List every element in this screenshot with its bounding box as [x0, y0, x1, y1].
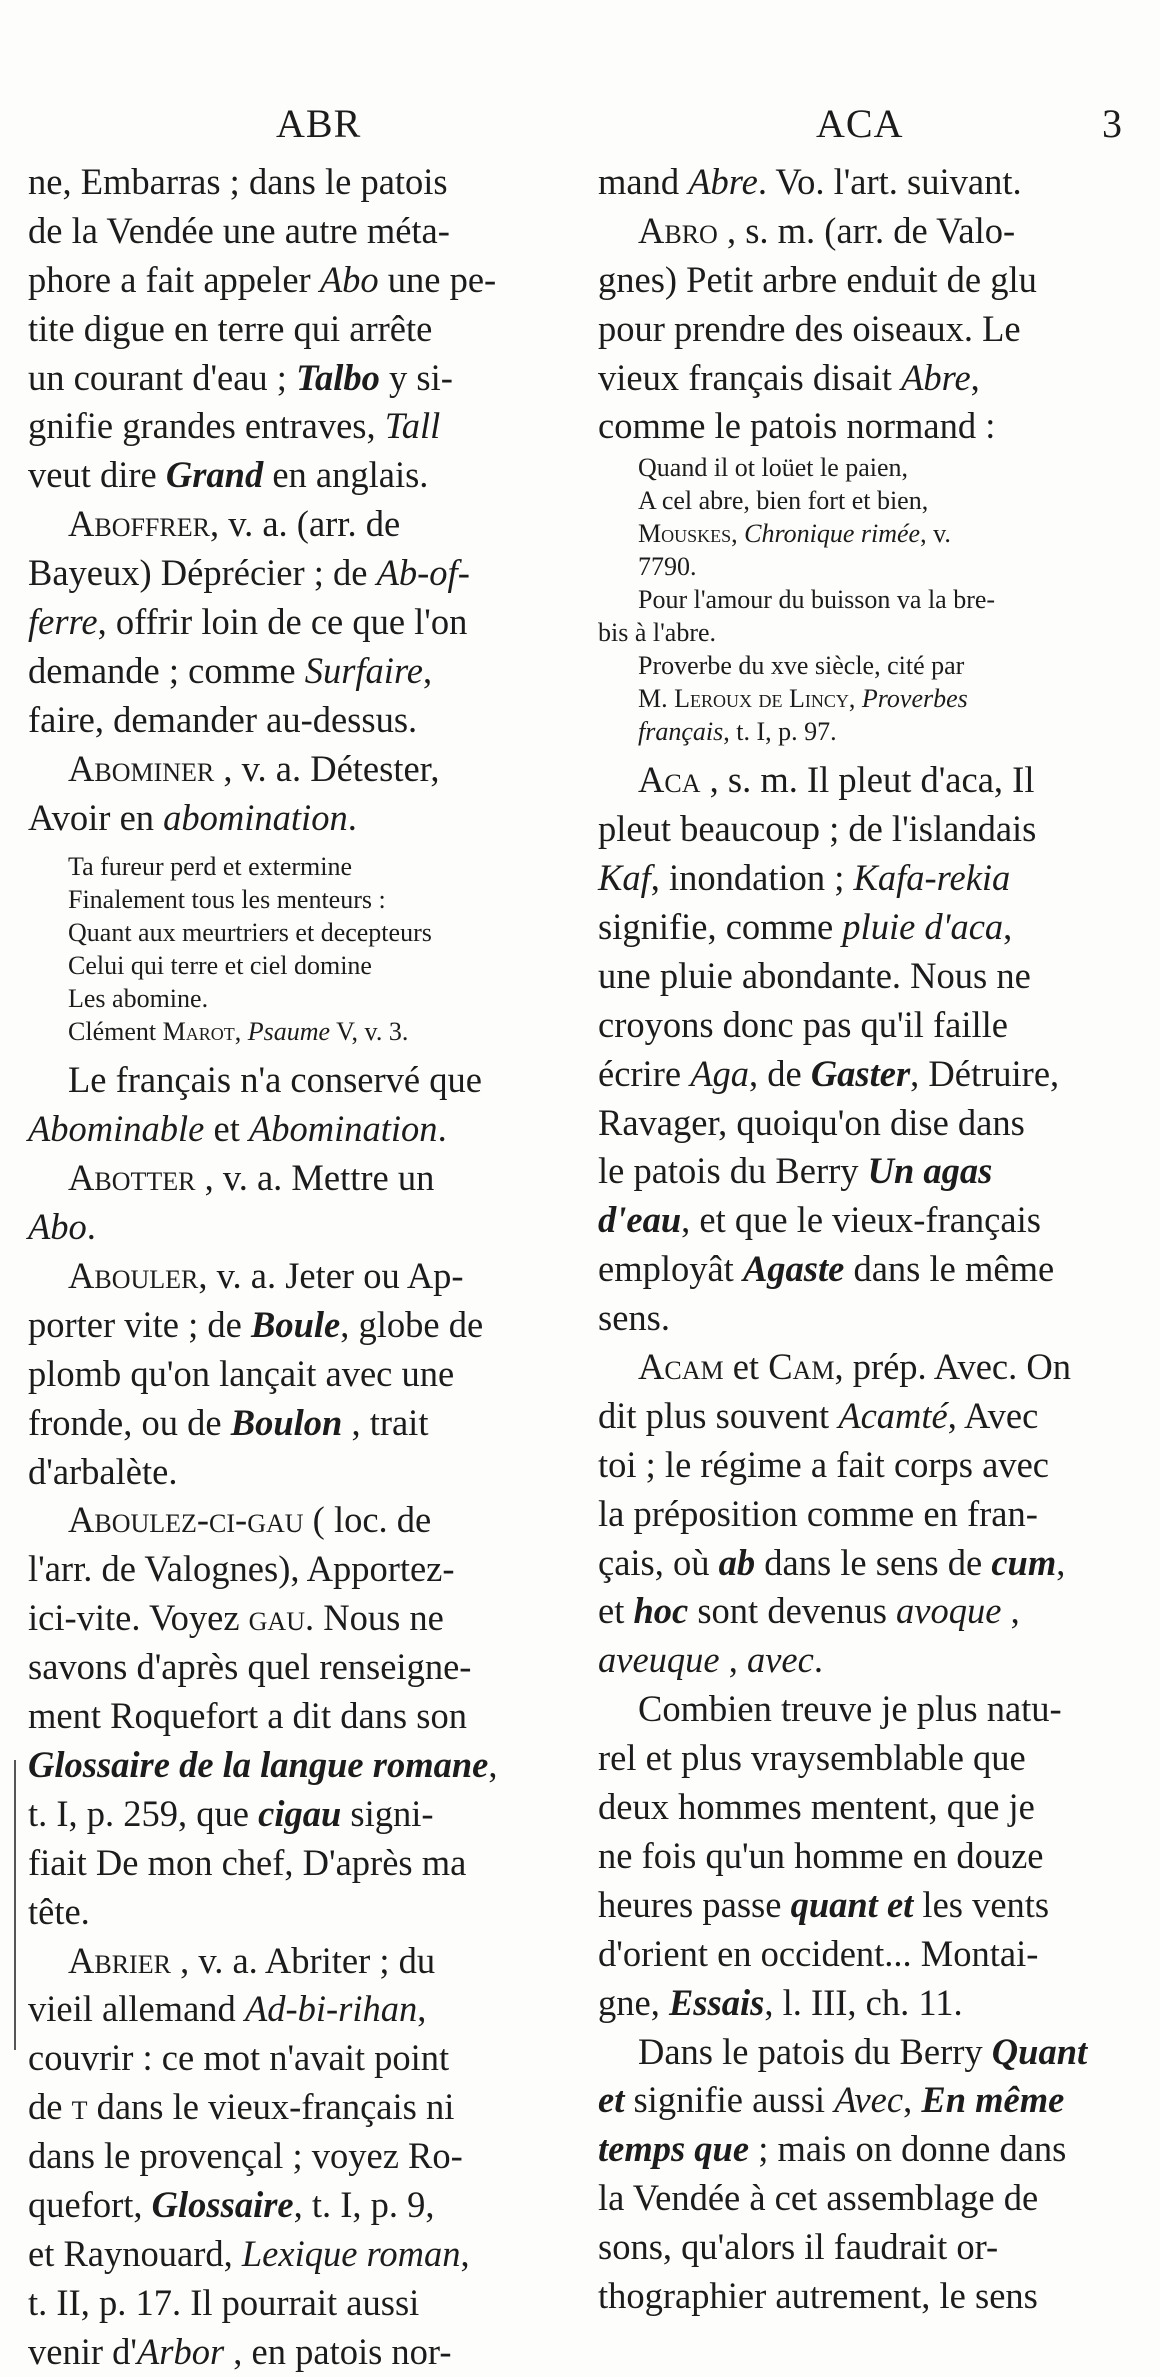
text-line: [28, 1790, 538, 1839]
text-segment: Abre: [688, 161, 758, 202]
text-segment: ne, Embarras ; dans le patois: [28, 161, 448, 202]
text-segment: , Avec: [947, 1394, 1039, 1436]
text-segment: siècle, cité par: [808, 651, 965, 681]
text-line: [28, 1301, 538, 1350]
text-segment: ,: [719, 1639, 747, 1681]
text-line: [28, 2034, 538, 2083]
text-segment: V, v. 3.: [330, 1017, 409, 1047]
text-segment: Glossaire: [151, 2183, 294, 2225]
text-line: [28, 794, 538, 843]
text-line: [598, 2028, 1118, 2077]
text-line: [598, 1832, 1118, 1881]
text-line: [598, 2223, 1118, 2272]
text-line: [598, 207, 1118, 256]
text-segment: Proverbes: [861, 684, 968, 714]
text-line: [28, 1154, 538, 1203]
right-column: [598, 158, 1118, 2321]
text-line: [598, 1392, 1118, 1441]
text-line: [28, 1545, 538, 1594]
text-segment: A cel abre, bien fort et bien,: [638, 486, 929, 516]
text-segment: , t. I, p. 97.: [723, 717, 837, 747]
text-segment: de la Vendée une autre méta-: [28, 209, 450, 251]
text-segment: Grand: [165, 454, 264, 496]
text-segment: , inondation ;: [650, 857, 854, 899]
text-segment: Aboulez-ci-gau: [68, 1499, 304, 1541]
text-segment: dans le sens de: [755, 1541, 992, 1583]
text-segment: ,: [417, 1988, 427, 2030]
text-segment: . Nous ne: [304, 1597, 444, 1639]
text-segment: Quant: [991, 2030, 1088, 2072]
text-segment: Glossaire de la langue romane: [28, 1743, 489, 1785]
text-segment: sont devenus: [688, 1590, 897, 1632]
text-segment: ,: [731, 519, 745, 549]
text-segment: heures passe: [598, 1883, 791, 1925]
text-segment: veut dire: [28, 454, 166, 496]
text-line: [598, 550, 1118, 583]
text-segment: Finalement tous les menteurs :: [68, 885, 386, 915]
text-segment: Dans le patois du Berry: [638, 2030, 992, 2072]
text-line: [28, 1692, 538, 1741]
text-segment: Chronique rimée: [744, 519, 921, 549]
text-segment: quant et: [790, 1883, 914, 1925]
text-segment: Abominer: [68, 747, 215, 789]
text-line: [598, 1685, 1118, 1734]
text-segment: Arbor: [136, 2330, 225, 2372]
text-segment: , prép. Avec. On: [834, 1346, 1071, 1388]
text-segment: pour prendre des oiseaux. Le: [598, 307, 1021, 349]
text-line: [28, 745, 538, 794]
text-line: [28, 1448, 538, 1497]
text-line: [598, 158, 1118, 207]
text-line: [28, 1252, 538, 1301]
text-line: [598, 1881, 1118, 1930]
text-line: [598, 1587, 1118, 1636]
text-segment: et: [598, 2079, 625, 2121]
text-segment: d'eau: [598, 1199, 682, 1241]
text-segment: Celui qui terre et ciel domine: [68, 951, 372, 981]
text-segment: fronde, ou de: [28, 1401, 231, 1443]
text-segment: Agaste: [742, 1248, 845, 1290]
text-line: [28, 2230, 538, 2279]
text-segment: porter vite ; de: [28, 1303, 251, 1345]
text-segment: Boulon: [230, 1401, 343, 1443]
text-line: [598, 484, 1118, 517]
text-line: [598, 2272, 1118, 2321]
text-segment: Un agas: [867, 1150, 993, 1192]
text-segment: employât: [598, 1248, 743, 1290]
text-segment: toi ; le régime a fait corps avec: [598, 1443, 1049, 1485]
text-line: [598, 2174, 1118, 2223]
text-line: [598, 1343, 1118, 1392]
text-segment: dans le provençal ; voyez Ro-: [28, 2135, 463, 2177]
text-line: [598, 682, 1118, 715]
text-segment: Avec: [834, 2079, 904, 2121]
text-segment: Avoir en: [28, 796, 164, 838]
text-line: [28, 949, 538, 982]
text-segment: 7790.: [638, 552, 697, 582]
page-number: 3: [1102, 101, 1123, 146]
text-line: [28, 305, 538, 354]
text-segment: , et que le vieux-français: [681, 1199, 1041, 1241]
text-segment: Abrier: [68, 1939, 171, 1981]
text-segment: abomination: [163, 796, 348, 838]
running-head-right: ACA: [816, 101, 904, 146]
text-line: [28, 1350, 538, 1399]
text-line: [28, 2328, 538, 2377]
text-segment: Abre: [901, 356, 971, 398]
text-segment: Marot: [162, 1017, 235, 1047]
text-segment: Talbo: [296, 356, 380, 398]
text-segment: ferre: [28, 601, 98, 643]
text-segment: gnifie grandes entraves,: [28, 405, 385, 447]
text-segment: Abo: [319, 258, 379, 300]
text-segment: cigau: [258, 1792, 342, 1834]
text-segment: En même: [921, 2079, 1065, 2121]
text-segment: Abouler: [68, 1255, 199, 1297]
text-line: [28, 1839, 538, 1888]
text-segment: signi-: [341, 1792, 434, 1834]
text-line: [28, 1594, 538, 1643]
text-segment: dans le vieux-français ni: [87, 2086, 455, 2128]
text-segment: cum: [991, 1541, 1057, 1583]
text-segment: Essais: [668, 1981, 765, 2023]
text-line: [28, 2132, 538, 2181]
text-segment: une pe-: [378, 258, 497, 300]
text-line: [598, 354, 1118, 403]
text-line: [28, 549, 538, 598]
left-column: [28, 158, 538, 2377]
text-line: [598, 583, 1118, 616]
text-line: [598, 1147, 1118, 1196]
text-segment: mand: [598, 161, 689, 202]
text-segment: le patois du Berry: [598, 1150, 868, 1192]
text-line: [28, 207, 538, 256]
text-segment: , v. a. Mettre un: [195, 1157, 435, 1199]
text-segment: gnes) Petit arbre enduit de glu: [598, 258, 1037, 300]
text-segment: signifie, comme: [598, 906, 843, 948]
text-segment: ,: [903, 2079, 922, 2121]
text-segment: dans le même: [844, 1248, 1055, 1290]
text-segment: écrire: [598, 1052, 691, 1094]
text-line: [598, 952, 1118, 1001]
text-line: [598, 1001, 1118, 1050]
text-line: [598, 1050, 1118, 1099]
text-segment: une pluie abondante. Nous ne: [598, 954, 1031, 996]
text-line: [598, 1930, 1118, 1979]
text-line: [598, 1783, 1118, 1832]
text-segment: , t. I, p. 9,: [293, 2183, 435, 2225]
text-line: [28, 1888, 538, 1937]
text-segment: Aga: [690, 1052, 749, 1094]
text-segment: Mouskes: [638, 519, 732, 549]
text-line: [28, 2181, 538, 2230]
text-line: [28, 1399, 538, 1448]
text-segment: Abominable: [28, 1108, 205, 1150]
text-segment: l'arr. de Valognes), Apportez-: [28, 1548, 455, 1590]
text-segment: Kafa-rekia: [853, 857, 1011, 899]
text-segment: Abotter: [68, 1157, 196, 1199]
text-segment: Ta fureur perd et extermine: [68, 852, 353, 882]
text-segment: en anglais.: [263, 454, 429, 496]
text-line: [28, 1056, 538, 1105]
text-segment: français: [638, 717, 724, 747]
text-segment: , s. m. Il pleut d'aca, Il: [700, 759, 1035, 801]
text-segment: sens.: [598, 1297, 670, 1339]
text-segment: Leroux de Lincy: [674, 684, 849, 714]
text-line: [598, 1539, 1118, 1588]
text-segment: Proverbe du xv: [638, 651, 797, 681]
text-segment: Les abomine.: [68, 984, 209, 1014]
text-segment: ,: [460, 2232, 470, 2274]
text-segment: Acamté: [838, 1394, 948, 1436]
text-line: [598, 805, 1118, 854]
text-segment: les vents: [913, 1883, 1050, 1925]
text-segment: un courant d'eau ;: [28, 356, 297, 398]
text-segment: y si-: [379, 356, 453, 398]
text-line: [28, 1105, 538, 1154]
text-segment: ; mais on donne dans: [749, 2128, 1067, 2170]
text-segment: ,: [423, 649, 433, 691]
text-line: [598, 649, 1118, 682]
text-segment: fiait De mon chef, D'après ma: [28, 1841, 467, 1883]
text-segment: .: [813, 1639, 823, 1681]
text-segment: et Raynouard,: [28, 2232, 242, 2274]
text-segment: ,: [1001, 1590, 1020, 1632]
text-segment: dit plus souvent: [598, 1394, 839, 1436]
text-segment: ici-vite. Voyez: [28, 1597, 249, 1639]
text-line: [28, 916, 538, 949]
text-segment: , s. m. (arr. de Valo-: [717, 209, 1016, 251]
text-segment: de: [28, 2086, 72, 2128]
text-segment: ne fois qu'un homme en douze: [598, 1834, 1044, 1876]
text-segment: Combien treuve je plus natu-: [638, 1688, 1062, 1730]
text-segment: , v.: [920, 519, 951, 549]
text-segment: demande ; comme: [28, 649, 305, 691]
text-line: [28, 1741, 538, 1790]
text-segment: . Vo. l'art. suivant.: [757, 161, 1022, 202]
text-line: [598, 451, 1118, 484]
text-line: [28, 1985, 538, 2034]
text-segment: Ravager, quoiqu'on dise dans: [598, 1101, 1025, 1143]
text-segment: et: [723, 1346, 769, 1388]
text-line: [598, 1734, 1118, 1783]
text-line: [28, 1937, 538, 1986]
text-segment: temps que: [598, 2128, 750, 2170]
text-line: [28, 982, 538, 1015]
text-segment: ( loc. de: [303, 1499, 432, 1541]
text-line: [598, 256, 1118, 305]
text-segment: .: [437, 1108, 447, 1150]
text-segment: , v. a. (arr. de: [209, 503, 401, 545]
text-segment: Lexique roman: [241, 2232, 461, 2274]
text-segment: Quand il ot loüet le paien,: [638, 453, 909, 483]
text-line: [28, 402, 538, 451]
text-segment: d'orient en occident... Montai-: [598, 1932, 1039, 1974]
text-line: [28, 2279, 538, 2328]
text-segment: vieux français disait: [598, 356, 902, 398]
text-line: [28, 256, 538, 305]
text-line: [598, 517, 1118, 550]
text-segment: faire, demander au-dessus.: [28, 698, 418, 740]
text-segment: t. II, p. 17. Il pourrait aussi: [28, 2281, 420, 2323]
text-line: [598, 715, 1118, 748]
text-line: [28, 158, 538, 207]
text-segment: croyons donc pas qu'il faille: [598, 1003, 1009, 1045]
text-segment: tite digue en terre qui arrête: [28, 307, 433, 349]
text-line: [28, 883, 538, 916]
text-segment: , v. a. Détester,: [214, 747, 440, 789]
text-segment: Surfaire: [304, 649, 423, 691]
text-segment: ,: [970, 356, 980, 398]
text-segment: pluie d'aca: [842, 906, 1004, 948]
text-segment: et: [204, 1108, 249, 1150]
text-line: [598, 756, 1118, 805]
text-segment: .: [347, 796, 357, 838]
text-segment: la Vendée à cet assemblage de: [598, 2177, 1039, 2219]
text-segment: Aboffrer: [68, 503, 210, 545]
text-segment: aveuque: [598, 1639, 720, 1681]
text-line: [28, 1203, 538, 1252]
text-line: [598, 1196, 1118, 1245]
text-line: [28, 1496, 538, 1545]
text-segment: Acam: [638, 1346, 724, 1388]
text-line: [598, 402, 1118, 451]
text-line: [28, 850, 538, 883]
text-segment: venir d': [28, 2330, 137, 2372]
text-segment: thographier autrement, le sens: [598, 2274, 1038, 2316]
text-segment: ,: [848, 684, 862, 714]
text-segment: Quant aux meurtriers et decepteurs: [68, 918, 432, 948]
text-segment: e: [796, 651, 809, 681]
text-segment: comme le patois normand :: [598, 405, 996, 447]
text-line: [28, 2083, 538, 2132]
text-segment: .: [86, 1206, 96, 1248]
text-segment: , v. a. Jeter ou Ap-: [198, 1255, 464, 1297]
text-segment: savons d'après quel renseigne-: [28, 1646, 472, 1688]
margin-mark: [14, 1760, 16, 2050]
text-segment: ab: [718, 1541, 756, 1583]
text-segment: Boule: [250, 1303, 341, 1345]
text-segment: ,: [1003, 906, 1013, 948]
text-segment: Psaume: [247, 1017, 331, 1047]
text-segment: couvrir : ce mot n'avait point: [28, 2037, 450, 2079]
text-segment: , trait: [342, 1401, 429, 1443]
text-segment: d'arbalète.: [28, 1450, 178, 1492]
text-segment: tête.: [28, 1890, 90, 1932]
text-segment: Cam: [768, 1346, 835, 1388]
text-segment: Kaf: [598, 857, 651, 899]
text-segment: M.: [638, 684, 675, 714]
text-segment: , Détruire,: [910, 1052, 1060, 1094]
text-line: [598, 1294, 1118, 1343]
text-line: [598, 1490, 1118, 1539]
text-segment: la préposition comme en fran-: [598, 1492, 1038, 1534]
text-segment: deux hommes mentent, que je: [598, 1786, 1035, 1828]
text-line: [598, 1099, 1118, 1148]
text-line: [598, 903, 1118, 952]
text-segment: sons, qu'alors il faudrait or-: [598, 2226, 999, 2268]
text-segment: quefort,: [28, 2183, 152, 2225]
text-segment: signifie aussi: [624, 2079, 835, 2121]
text-segment: rel et plus vraysemblable que: [598, 1737, 1026, 1779]
text-line: [28, 451, 538, 500]
text-segment: Ad-bi-rihan: [244, 1988, 418, 2030]
text-segment: Ab-of-: [376, 552, 470, 594]
text-segment: Pour l'amour du buisson va la bre-: [638, 585, 996, 615]
text-segment: gne,: [598, 1981, 669, 2023]
text-segment: vieil allemand: [28, 1988, 245, 2030]
text-segment: Gaster: [810, 1052, 911, 1094]
text-segment: Abro: [638, 209, 718, 251]
text-segment: Abomination: [248, 1108, 438, 1150]
text-line: [28, 598, 538, 647]
text-line: [598, 1979, 1118, 2028]
text-segment: , en patois nor-: [224, 2330, 452, 2372]
text-line: [28, 500, 538, 549]
text-line: [598, 2125, 1118, 2174]
text-segment: phore a fait appeler: [28, 258, 320, 300]
text-segment: ,: [488, 1743, 498, 1785]
text-segment: Le français n'a conservé que: [68, 1059, 482, 1101]
text-segment: , de: [748, 1052, 811, 1094]
text-segment: Bayeux) Déprécier ; de: [28, 552, 377, 594]
text-segment: , globe de: [340, 1303, 484, 1345]
text-line: [28, 1643, 538, 1692]
text-line: [28, 1015, 538, 1048]
text-line: [598, 2076, 1118, 2125]
text-line: [598, 1636, 1118, 1685]
text-segment: , offrir loin de ce que l'on: [97, 601, 468, 643]
text-segment: et: [598, 1590, 634, 1632]
text-line: [598, 305, 1118, 354]
text-line: [28, 696, 538, 745]
text-line: [28, 354, 538, 403]
text-segment: t. I, p. 259, que: [28, 1792, 259, 1834]
text-segment: çais, où: [598, 1541, 719, 1583]
text-line: [598, 1245, 1118, 1294]
text-segment: avoque: [896, 1590, 1002, 1632]
text-segment: Tall: [384, 405, 441, 447]
text-line: [28, 647, 538, 696]
text-segment: hoc: [633, 1590, 689, 1632]
text-segment: ment Roquefort a dit dans son: [28, 1695, 467, 1737]
text-segment: bis à l'abre.: [598, 618, 717, 648]
text-segment: t: [71, 2086, 88, 2128]
text-segment: , v. a. Abriter ; du: [170, 1939, 436, 1981]
text-segment: gau: [248, 1597, 305, 1639]
text-segment: ,: [234, 1017, 248, 1047]
text-segment: ,: [1056, 1541, 1066, 1583]
text-line: [598, 1441, 1118, 1490]
text-line: [598, 616, 1118, 649]
text-line: [598, 854, 1118, 903]
text-segment: Clément: [68, 1017, 163, 1047]
text-segment: Abo: [28, 1206, 87, 1248]
text-segment: , l. III, ch. 11.: [764, 1981, 963, 2023]
text-segment: avec: [746, 1639, 814, 1681]
text-segment: plomb qu'on lançait avec une: [28, 1352, 455, 1394]
text-segment: pleut beaucoup ; de l'islandais: [598, 808, 1037, 850]
text-segment: Aca: [638, 759, 701, 801]
running-head-left: ABR: [276, 101, 362, 146]
